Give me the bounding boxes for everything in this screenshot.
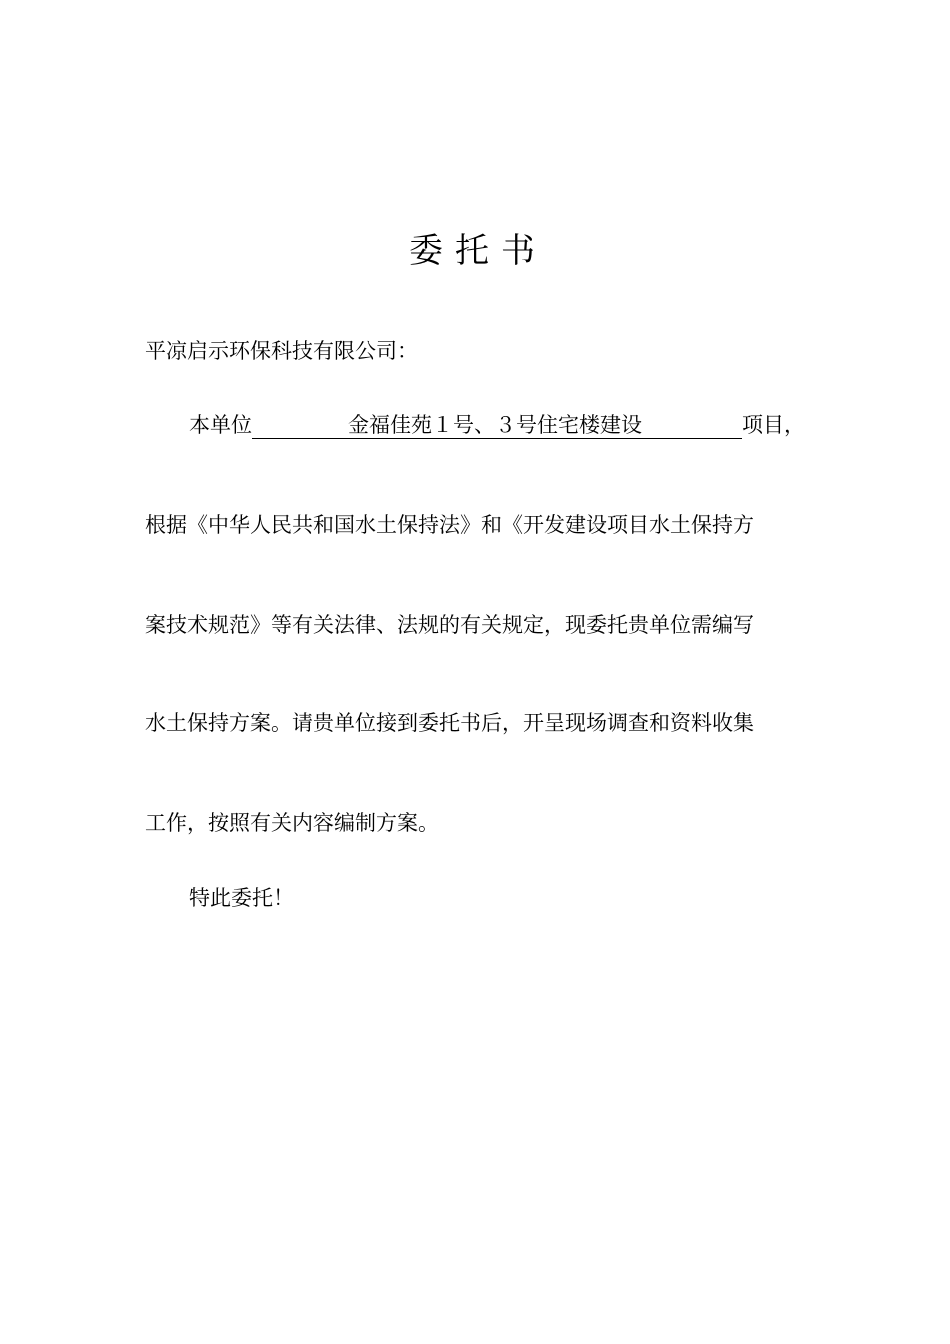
paragraph-line-2: 根据《中华人民共和国水土保持法》和《开发建设项目水土保持方 bbox=[145, 513, 754, 537]
paragraph-line-5: 工作，按照有关内容编制方案。 bbox=[145, 811, 439, 835]
paragraph-line-3: 案技术规范》等有关法律、法规的有关规定，现委托贵单位需编写 bbox=[145, 613, 754, 637]
paragraph-prefix: 本单位 bbox=[189, 413, 252, 437]
project-name: 金福佳苑１号、３号住宅楼建设 bbox=[348, 413, 642, 437]
paragraph-line-4: 水土保持方案。请贵单位接到委托书后，开呈现场调查和资料收集 bbox=[145, 711, 754, 735]
document-title: 委托书 bbox=[409, 231, 547, 271]
closing-line: 特此委托！ bbox=[189, 886, 294, 910]
paragraph-suffix: 项目， bbox=[742, 413, 805, 437]
paragraph-line-1 bbox=[189, 410, 805, 440]
salutation: 平凉启示环保科技有限公司： bbox=[145, 339, 418, 363]
project-name-field bbox=[252, 412, 742, 439]
